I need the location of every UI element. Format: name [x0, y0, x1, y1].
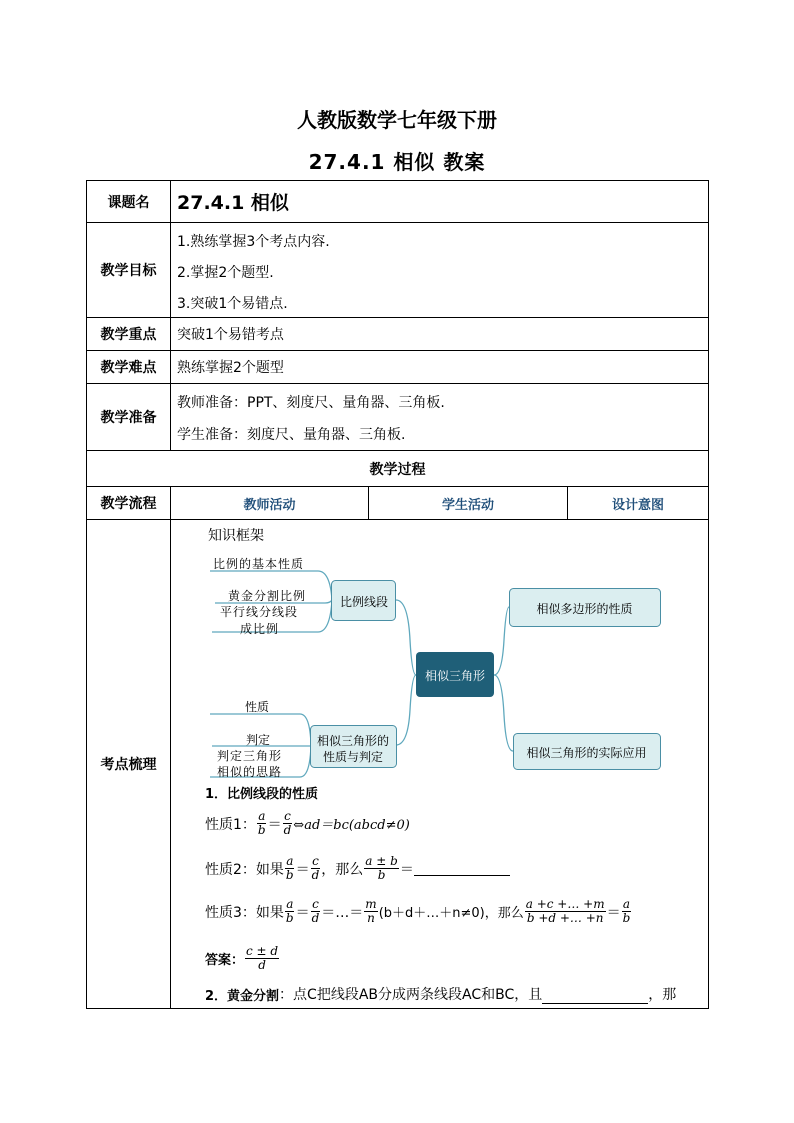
review-label: 考点梳理	[100, 757, 157, 773]
difficulty-value: 熟练掌握2个题型	[177, 360, 284, 376]
fraction-sum: $\frac{a +c +\dots +m}{b +d +\dots +n}$	[525, 897, 605, 925]
node-similar-line1: 相似三角形的	[316, 734, 389, 748]
property-1	[205, 810, 410, 837]
node-application: 相似三角形的实际应用	[526, 746, 647, 760]
topic-value: 27.4.1 相似	[177, 192, 289, 214]
prep-student: 学生准备：刻度尺、量角器、三角板.	[177, 427, 406, 443]
node-similar-line2: 性质与判定	[322, 750, 383, 764]
branch-line	[494, 607, 509, 675]
section-2	[205, 984, 676, 1004]
section-1-title: 1．比例线段的性质	[205, 787, 319, 802]
property-3	[205, 898, 632, 925]
fraction-a-over-b: $\frac{a}{b}$	[622, 897, 631, 925]
branch-line	[396, 675, 416, 745]
fraction-c-pm-d-over-d: $\frac{c \pm d}{d}$	[246, 944, 279, 972]
fraction-a-over-b: $\frac{a}{b}$	[257, 809, 266, 837]
node-similar	[310, 733, 396, 765]
node-ratio: 比例线段	[339, 595, 388, 609]
equals-sign: ＝	[606, 904, 621, 921]
fraction-c-over-d: $\frac{c}{d}$	[283, 809, 292, 837]
document-title: 人教版数学七年级下册	[297, 108, 497, 132]
fraction-a-over-b: $\frac{a}{b}$	[285, 854, 294, 882]
flow-label: 教学流程	[100, 496, 157, 512]
fraction-c-over-d: $\frac{c}{d}$	[311, 897, 320, 925]
property-2-end: ＝	[399, 861, 414, 878]
goal-item: 3.突破1个易错点.	[177, 296, 288, 312]
answer-label: 答案：	[205, 953, 245, 968]
prep-label: 教学准备	[100, 410, 157, 426]
leaf-parallel-lines: 平行线分线段	[220, 605, 299, 619]
branch-line	[396, 600, 416, 675]
property-1-label: 性质1：	[205, 816, 256, 833]
leaf-judge-triangle: 判定三角形	[217, 749, 283, 763]
equals-sign: ＝	[295, 904, 310, 921]
node-polygon: 相似多边形的性质	[536, 602, 633, 616]
property-2	[205, 855, 510, 882]
ellipsis-equals: ＝…＝	[321, 904, 364, 921]
fraction-a-pm-b-over-b: $\frac{a \pm b}{b}$	[365, 854, 398, 882]
equals-sign: ＝	[295, 861, 310, 878]
lesson-subtitle: 27.4.1 相似 教案	[308, 150, 486, 174]
column-design-intent: 设计意图	[611, 497, 664, 513]
property-3-label: 性质3：如果	[205, 904, 284, 921]
answer-blank[interactable]	[414, 861, 510, 876]
prep-teacher: 教师准备：PPT、刻度尺、量角器、三角板.	[177, 395, 445, 411]
center-node: 相似三角形	[424, 669, 485, 683]
section-2-title: 2．黄金分割	[205, 989, 280, 1004]
leaf-golden-ratio: 黄金分割比例	[228, 589, 307, 603]
column-teacher-activity: 教师活动	[243, 497, 296, 513]
column-student-activity: 学生活动	[441, 497, 494, 513]
fraction-a-over-b: $\frac{a}{b}$	[285, 897, 294, 925]
golden-section-blank[interactable]	[542, 989, 648, 1004]
answer	[205, 945, 280, 972]
branch-line	[494, 675, 513, 751]
section-2-text: ：点C把线段AB分成两条线段AC和BC，且	[279, 987, 543, 1003]
key-point-value: 突破1个易错考点	[177, 327, 284, 343]
equals-sign: ＝	[267, 816, 282, 833]
leaf-ratio-property: 比例的基本性质	[213, 557, 305, 571]
property-2-mid: ，那么	[321, 861, 364, 878]
difficulty-label: 教学难点	[100, 360, 157, 376]
fraction-m-over-n: $\frac{m}{n}$	[365, 897, 377, 925]
leaf-property: 性质	[245, 700, 270, 714]
leaf-proportional: 成比例	[240, 622, 280, 636]
mindmap-heading: 知识框架	[208, 528, 264, 544]
property-1-formula: ⇔ad＝bc(abcd≠0)	[293, 818, 410, 833]
section-2-end: ，那	[648, 987, 677, 1003]
goals-label: 教学目标	[100, 263, 157, 279]
process-heading: 教学过程	[369, 461, 426, 478]
leaf-determination: 判定	[246, 733, 271, 747]
goal-item: 1.熟练掌握3个考点内容.	[177, 234, 330, 250]
topic-label: 课题名	[107, 194, 150, 211]
fraction-c-over-d: $\frac{c}{d}$	[311, 854, 320, 882]
property-3-condition: (b＋d＋…＋n≠0)，那么	[378, 906, 524, 921]
leaf-thinking: 相似的思路	[217, 765, 283, 779]
goal-item: 2.掌握2个题型.	[177, 265, 274, 281]
key-point-label: 教学重点	[100, 327, 157, 343]
property-2-label: 性质2：如果	[205, 861, 284, 878]
